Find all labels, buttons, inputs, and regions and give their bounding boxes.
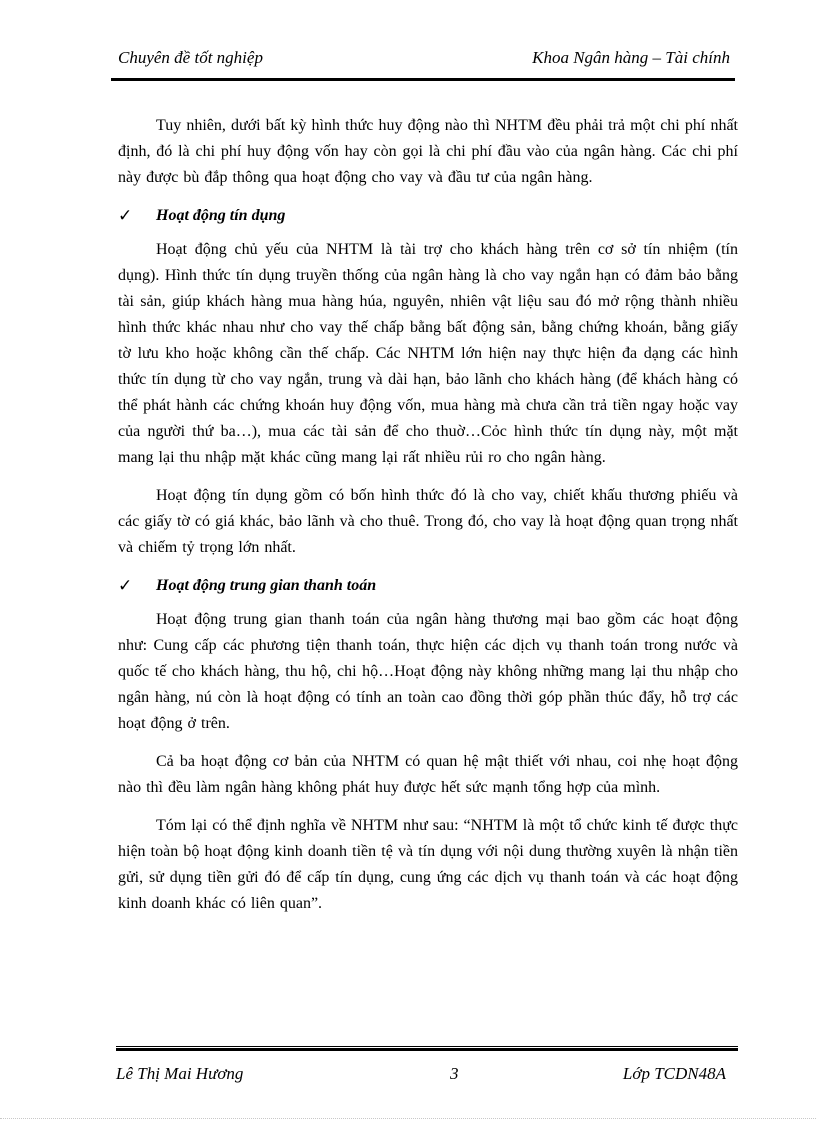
page-boundary bbox=[0, 1118, 816, 1119]
paragraph-payment-intermediary: Hoạt động trung gian thanh toán của ngân hàng thương mại bao gồm các hoạt động như: Cung cấp các phương tiện thanh toán, thực hiện các dịch vụ thanh toán trong nước và quốc tế cho khách hàng, thu hộ, chi hộ…Hoạt động này không những mang lại thu nhập cho ngân hàng, nú còn là hoạt động có tính an toàn cao đồng thời góp phần thúc đẩy, hỗ trợ các hoạt động ở trên. bbox=[118, 611, 738, 732]
page-footer bbox=[116, 1064, 726, 1088]
heading-credit-label: Hoạt động tín dụng bbox=[156, 207, 286, 224]
header-title-left: Chuyên đề tốt nghiệp bbox=[118, 48, 263, 67]
header-divider bbox=[111, 78, 735, 81]
page-number: 3 bbox=[450, 1064, 459, 1083]
paragraph-credit-forms: Hoạt động tín dụng gồm có bốn hình thức đó là cho vay, chiết khấu thương phiếu và các giấy tờ có giá khác, bảo lãnh và cho thuê. Trong đó, cho vay là hoạt động quan trọng nhất và chiếm tỷ trọng lớn nhất. bbox=[118, 487, 738, 556]
checkmark-icon: ✓ bbox=[118, 206, 133, 225]
footer-divider bbox=[116, 1046, 738, 1051]
paragraph-funding-cost: Tuy nhiên, dưới bất kỳ hình thức huy động nào thì NHTM đều phải trả một chi phí nhất định, đó là chi phí huy động vốn hay còn gọi là chi phí đầu vào của ngân hàng. Các chi phí này được bù đắp thông qua hoạt động cho vay và đầu tư của ngân hàng. bbox=[118, 117, 738, 186]
footer-class: Lớp TCDN48A bbox=[622, 1064, 726, 1083]
header-title-right: Khoa Ngân hàng – Tài chính bbox=[532, 48, 730, 67]
footer-author: Lê Thị Mai Hương bbox=[116, 1064, 244, 1083]
section-heading-payment bbox=[118, 573, 738, 599]
heading-payment-label: Hoạt động trung gian thanh toán bbox=[156, 577, 377, 594]
paragraph-credit-activities: Hoạt động chủ yếu của NHTM là tài trợ cho khách hàng trên cơ sở tín nhiệm (tín dụng). Hình thức tín dụng truyền thống của ngân hàng là cho vay ngắn hạn có đảm bảo bằng tài sản, giúp khách hàng mua hàng húa, nguyên, nhiên vật liệu sau đó mở rộng thành nhiều hình thức khác nhau như cho vay thế chấp bằng bất động sản, bằng chứng khoán, bằng giấy tờ lưu kho hoặc không cần thế chấp. Các NHTM lớn hiện nay thực hiện đa dạng các hình thức tín dụng từ cho vay ngắn, trung và dài hạn, bảo lãnh cho khách hàng (để khách hàng có thể phát hành các chứng khoán huy động vốn, mua hàng mà chưa cần trả tiền ngay hoặc vay của người thứ ba…), mua các tài sản để cho thuờ…Cỏc hình thức tín dụng này, một mặt mang lại thu nhập mặt khác cũng mang lại rất nhiều rủi ro cho ngân hàng. bbox=[118, 241, 738, 466]
section-heading-credit bbox=[118, 203, 738, 229]
paragraph-definition: Tóm lại có thể định nghĩa về NHTM như sau: “NHTM là một tổ chức kinh tế được thực hiện toàn bộ hoạt động kinh doanh tiền tệ và tín dụng với nội dung thường xuyên là nhận tiền gửi, sử dụng tiền gửi đó để cấp tín dụng, cung ứng các dịch vụ thanh toán và các hoạt động kinh doanh khác có liên quan”. bbox=[118, 817, 738, 912]
page-header bbox=[118, 46, 730, 72]
checkmark-icon: ✓ bbox=[118, 576, 133, 595]
paragraph-three-activities: Cả ba hoạt động cơ bản của NHTM có quan hệ mật thiết với nhau, coi nhẹ hoạt động nào thì đều làm ngân hàng không phát huy được hết sức mạnh tổng hợp của mình. bbox=[118, 753, 738, 796]
document-body bbox=[118, 113, 738, 917]
